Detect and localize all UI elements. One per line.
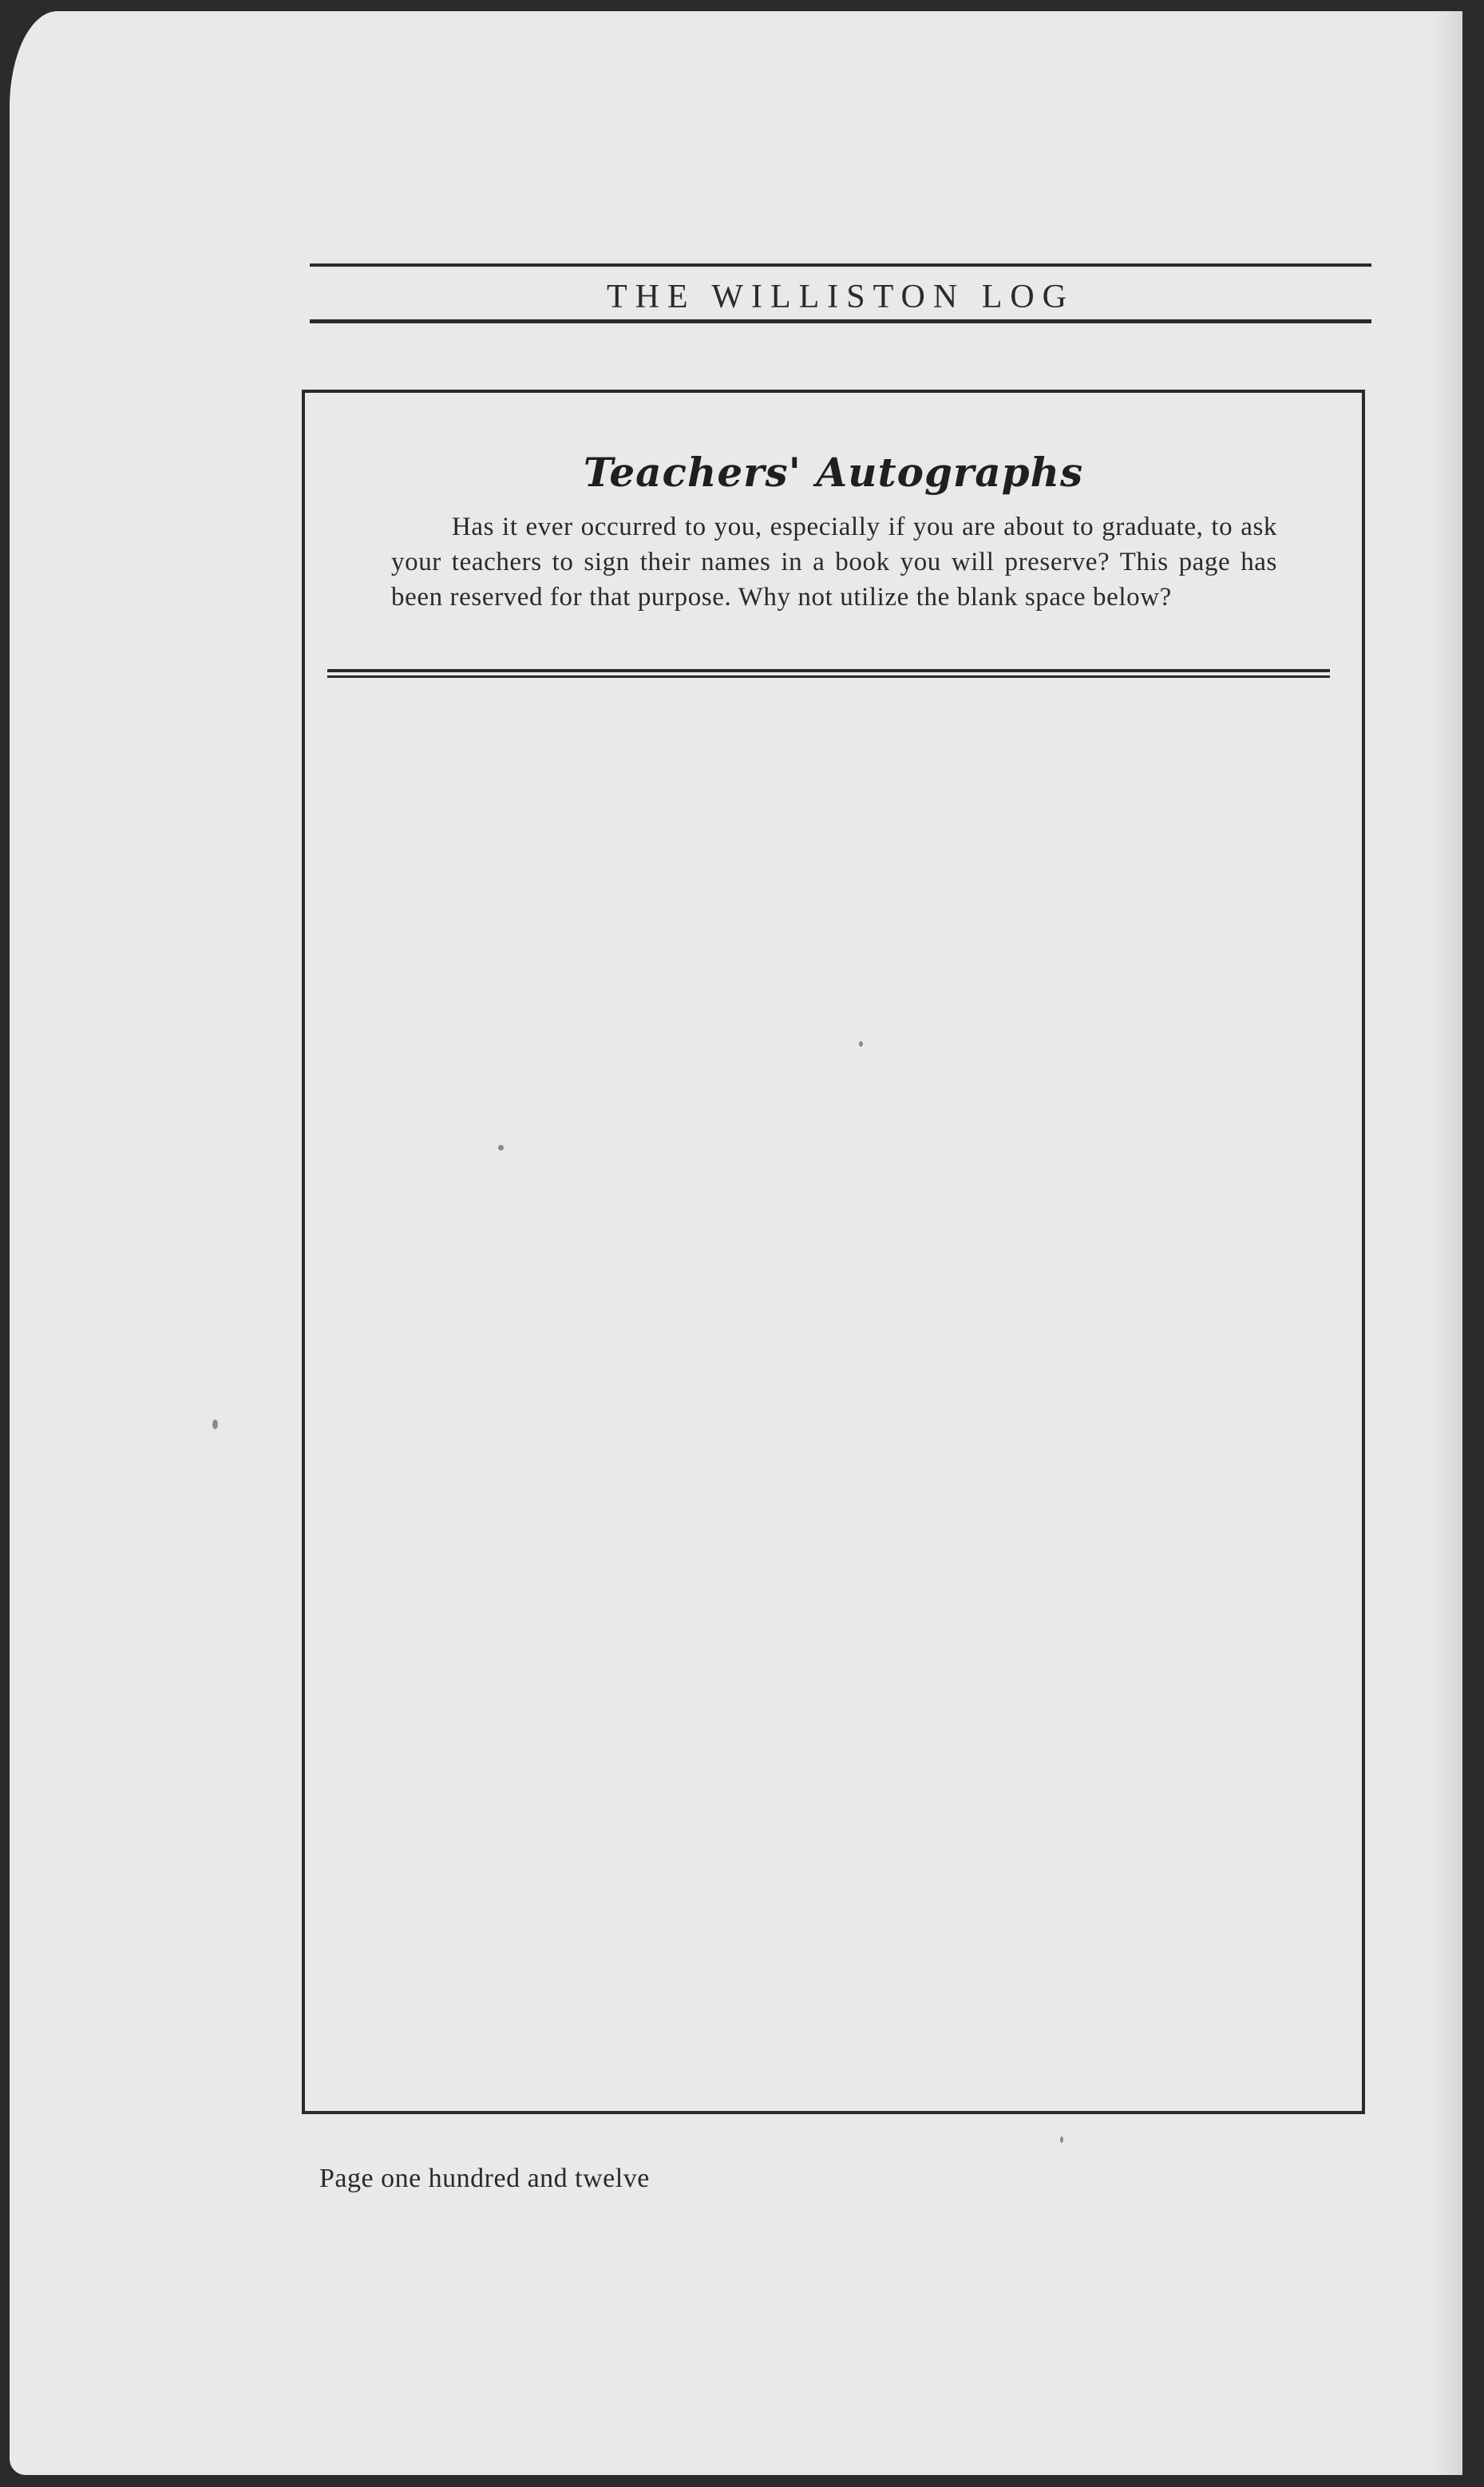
running-head: THE WILLISTON LOG bbox=[606, 279, 1075, 315]
paper-speck bbox=[859, 1041, 863, 1047]
divider-rule-lower bbox=[327, 675, 1330, 678]
paper-speck bbox=[1060, 2137, 1063, 2143]
section-title: Teachers' Autographs bbox=[583, 449, 1084, 496]
book-page bbox=[10, 11, 1462, 2475]
autograph-frame bbox=[302, 390, 1365, 2114]
header-rule-bottom bbox=[310, 319, 1371, 323]
paper-speck bbox=[212, 1420, 218, 1429]
autograph-space bbox=[327, 688, 1330, 2093]
divider-rule-upper bbox=[327, 669, 1330, 672]
page-folio: Page one hundred and twelve bbox=[319, 2164, 650, 2193]
page-edge-shadow bbox=[1431, 11, 1462, 2475]
paper-speck bbox=[498, 1145, 504, 1150]
section-body: Has it ever occurred to you, especially if you are about to graduate, to ask your teachers to sign their names in a book you will preserve? This page has been reserved for that purpose. Why not utilize the blank space below? bbox=[391, 513, 1277, 612]
header-rule-top bbox=[310, 263, 1371, 267]
